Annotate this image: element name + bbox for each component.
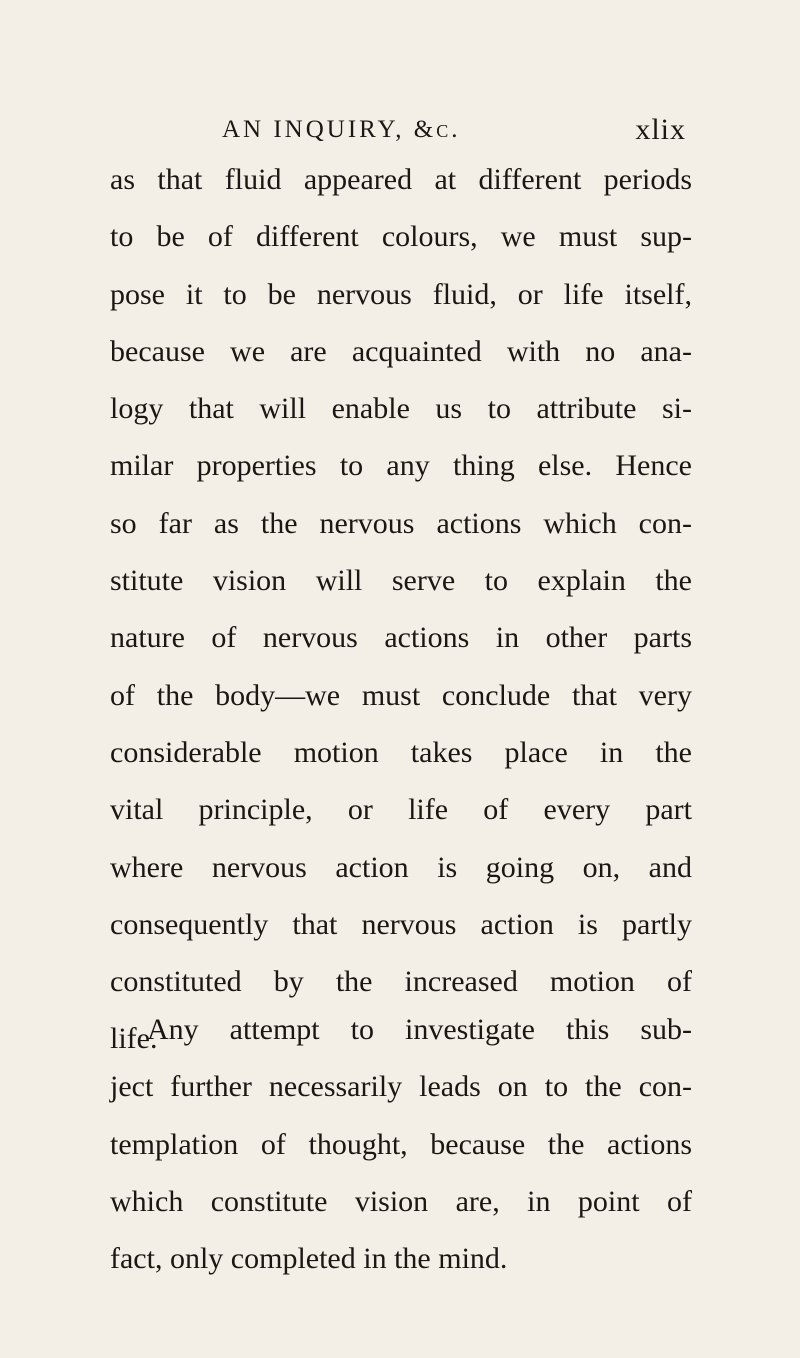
running-title: AN INQUIRY, &c. (222, 116, 461, 143)
text-line: life. (110, 1022, 158, 1056)
paragraph-2 (110, 1001, 692, 1287)
text-line: constituted by the increased motion of (110, 965, 692, 999)
text-line: milar properties to any thing else. Hence (110, 449, 692, 483)
paragraph-1 (110, 151, 692, 1068)
text-line: templation of thought, because the actions (110, 1127, 692, 1161)
text-line: Any attempt to investigate this sub- (147, 1013, 692, 1046)
text-line: pose it to be nervous fluid, or life itself, (110, 277, 692, 311)
text-line: logy that will enable us to attribute si- (110, 392, 692, 426)
text-line: nature of nervous actions in other parts (110, 621, 692, 655)
text-line: considerable motion takes place in the (110, 735, 692, 769)
page-number: xlix (635, 113, 686, 146)
text-line: consequently that nervous action is partly (110, 907, 692, 941)
text-line: ject further necessarily leads on to the con- (110, 1070, 692, 1104)
text-line: fact, only completed in the mind. (110, 1242, 508, 1276)
text-line: vital principle, or life of every part (110, 793, 692, 827)
text-line: which constitute vision are, in point of (110, 1184, 692, 1218)
text-line: where nervous action is going on, and (110, 850, 692, 884)
text-line: so far as the nervous actions which con- (110, 506, 692, 540)
text-line: stitute vision will serve to explain the (110, 564, 692, 598)
text-line: as that fluid appeared at different periods (110, 163, 692, 196)
text-line: of the body—we must conclude that very (110, 678, 692, 712)
running-head (0, 112, 800, 148)
text-line: because we are acquainted with no ana- (110, 334, 692, 368)
text-line: to be of different colours, we must sup- (110, 220, 692, 254)
